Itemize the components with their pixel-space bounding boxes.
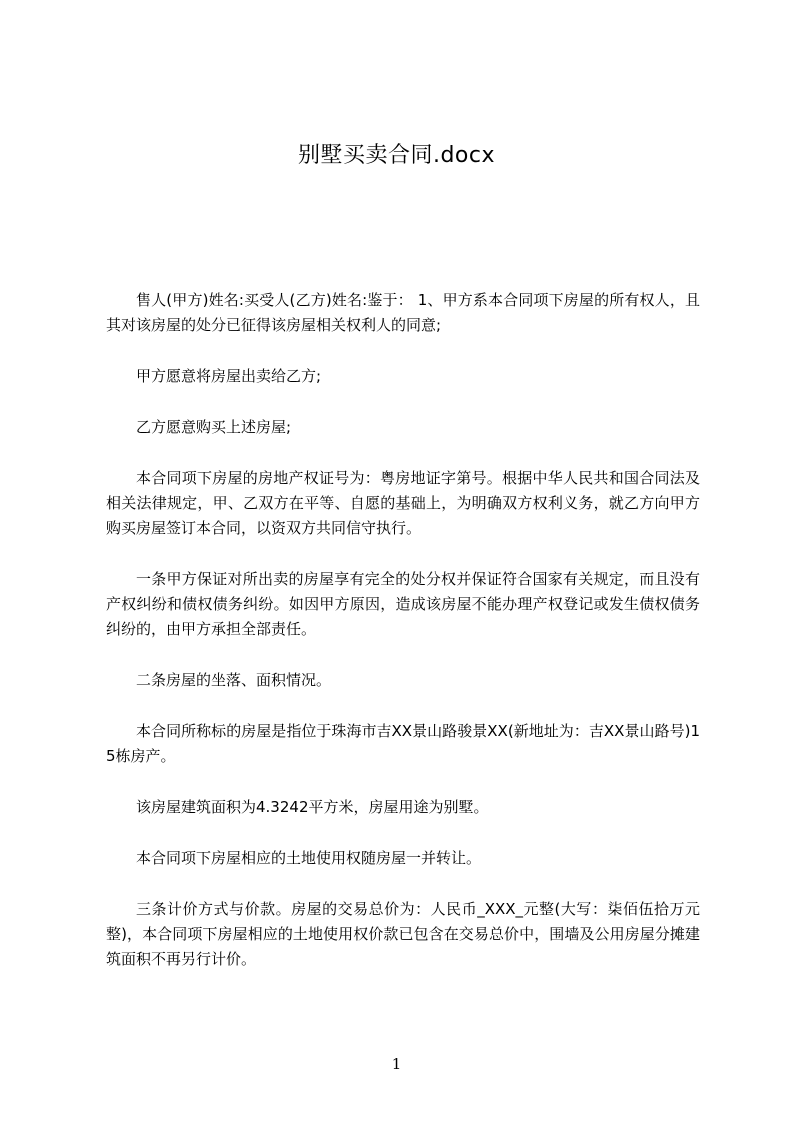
page-number: 1 bbox=[391, 1055, 402, 1073]
document-body bbox=[106, 288, 700, 998]
document-title: 别墅买卖合同.docx bbox=[297, 143, 496, 168]
paragraph-property-location: 本合同所称标的房屋是指位于珠海市吉XX景山路骏景XX(新地址为：吉XX景山路号)15栋房产。 bbox=[106, 722, 700, 765]
paragraph-preamble: 售人(甲方)姓名:买受人(乙方)姓名:鉴于： 1、甲方系本合同项下房屋的所有权人，且其对该房屋的处分已征得该房屋相关权利人的同意; bbox=[106, 291, 700, 334]
paragraph-property-certificate: 本合同项下房屋的房地产权证号为：粤房地证字第号。根据中华人民共和国合同法及相关法律规定，甲、乙双方在平等、自愿的基础上，为明确双方权利义务，就乙方向甲方购买房屋签订本合同，以资双方共同信守执行。 bbox=[106, 469, 700, 537]
paragraph-article-two: 二条房屋的坐落、面积情况。 bbox=[136, 671, 332, 689]
paragraph-seller-willing: 甲方愿意将房屋出卖给乙方; bbox=[136, 367, 322, 385]
paragraph-land-use-right: 本合同项下房屋相应的土地使用权随房屋一并转让。 bbox=[136, 849, 482, 867]
paragraph-article-three: 三条计价方式与价款。房屋的交易总价为：人民币_XXX_元整(大写：柒佰伍拾万元整)，本合同项下房屋相应的土地使用权价款已包含在交易总价中，围墙及公用房屋分摊建筑面积不再另行计价。 bbox=[106, 900, 700, 968]
paragraph-building-area: 该房屋建筑面积为4.3242平方米，房屋用途为别墅。 bbox=[136, 798, 489, 816]
paragraph-buyer-willing: 乙方愿意购买上述房屋; bbox=[136, 418, 292, 436]
paragraph-article-one: 一条甲方保证对所出卖的房屋享有完全的处分权并保证符合国家有关规定，而且没有产权纠纷和债权债务纠纷。如因甲方原因，造成该房屋不能办理产权登记或发生债权债务纠纷的，由甲方承担全部责任。 bbox=[106, 570, 700, 638]
